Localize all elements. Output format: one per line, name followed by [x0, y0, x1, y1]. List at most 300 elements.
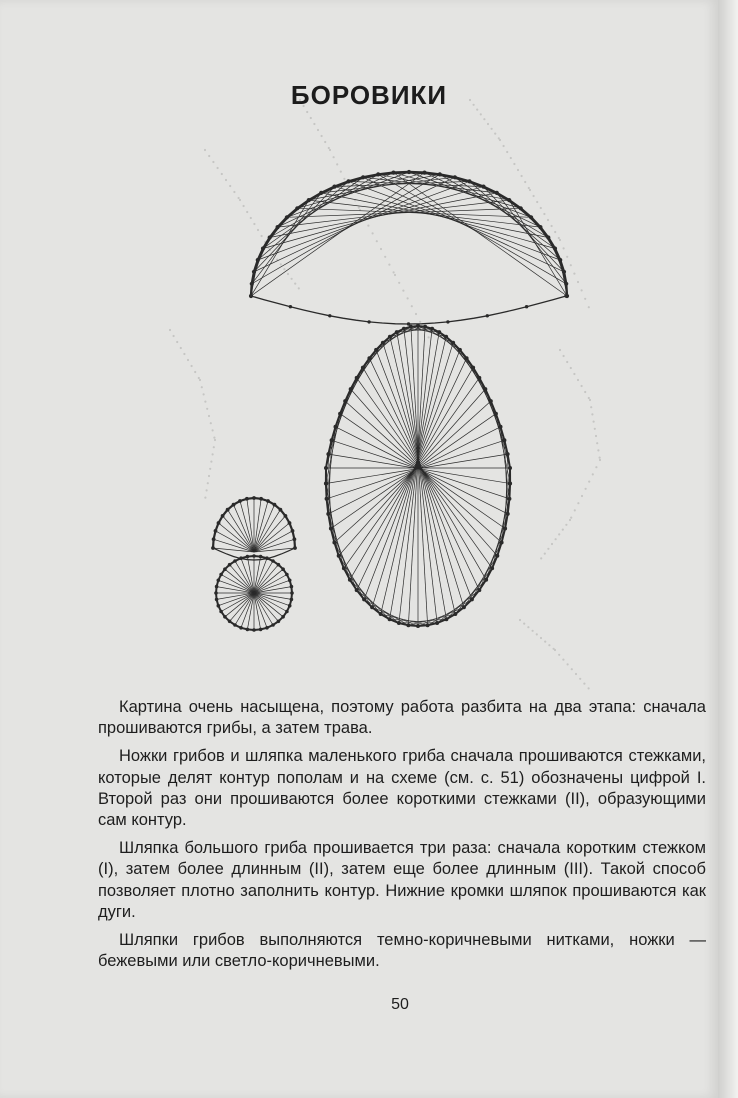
small-cap-stitch [219, 523, 255, 552]
small-cap-needle-hole [291, 529, 295, 533]
cap-needle-hole [558, 258, 562, 262]
faint-pattern-dot [212, 453, 214, 455]
stem-needle-hole [342, 566, 346, 570]
stem-needle-hole [395, 330, 399, 334]
stem-contour-stitch [497, 484, 510, 556]
page-title: БОРОВИКИ [290, 80, 448, 110]
faint-pattern-dot [372, 232, 374, 234]
faint-pattern-dot [291, 278, 293, 280]
cap-needle-hole [391, 171, 395, 175]
faint-pattern-dot [574, 509, 576, 511]
faint-pattern-dot [313, 123, 315, 125]
faint-pattern-dot [559, 239, 561, 241]
faint-pattern-dot [517, 169, 519, 171]
small-stem-needle-hole [214, 591, 218, 595]
faint-pattern-dot [419, 321, 421, 323]
stem-needle-hole [324, 466, 328, 470]
small-stem-needle-hole [239, 556, 243, 560]
small-cap-needle-hole [217, 521, 221, 525]
cap-needle-hole [467, 179, 471, 183]
faint-pattern-dot [510, 157, 512, 159]
rim-needle-hole [446, 320, 449, 323]
stem-needle-hole [477, 588, 481, 592]
small-cap-needle-hole [252, 496, 256, 500]
rim-needle-hole [367, 320, 370, 323]
faint-pattern-dot [570, 517, 572, 519]
small-stem-needle-hole [223, 615, 227, 619]
faint-pattern-dot [595, 435, 597, 437]
stem-needle-hole [477, 376, 481, 380]
small-stem-needle-hole [290, 598, 294, 602]
small-stem-needle-hole [259, 555, 263, 559]
stem-contour-stitch [418, 326, 453, 343]
stem-needle-hole [338, 412, 342, 416]
stem-needle-hole [499, 425, 503, 429]
stem-needle-hole [334, 425, 338, 429]
faint-pattern-dot [415, 313, 417, 315]
cap-needle-hole [507, 198, 511, 202]
paragraph-1: Картина очень насыщена, поэтому работа разбита на два этапа: сначала прошиваются грибы, а затем трава. [98, 698, 706, 738]
small-cap-needle-hole [279, 508, 283, 512]
cap-needle-hole [481, 185, 485, 189]
faint-pattern-dot [306, 111, 308, 113]
faint-pattern-dot [599, 457, 601, 459]
faint-pattern-dot [584, 391, 586, 393]
small-stem-needle-hole [288, 604, 292, 608]
faint-pattern-dot [487, 123, 489, 125]
stem-needle-hole [506, 452, 510, 456]
stem-contour-stitch [331, 529, 357, 591]
faint-pattern-dot [523, 623, 525, 625]
faint-pattern-dot [207, 482, 209, 484]
faint-pattern-dot [551, 543, 553, 545]
stem-needle-hole [502, 438, 506, 442]
faint-pattern-dot [588, 687, 590, 689]
cap-needle-hole [295, 206, 299, 210]
faint-pattern-dot [594, 428, 596, 430]
small-stem-needle-hole [281, 567, 285, 571]
small-cap-needle-hole [284, 514, 288, 518]
faint-pattern-dot [585, 488, 587, 490]
stem-contour-stitch [327, 499, 344, 568]
stem-needle-hole [367, 356, 371, 360]
cap-stitch [455, 177, 555, 248]
faint-pattern-dot [209, 468, 211, 470]
stem-needle-hole [397, 621, 401, 625]
faint-pattern-dot [206, 489, 208, 491]
faint-pattern-dot [558, 237, 560, 239]
stem-contour-stitch [326, 401, 345, 468]
faint-pattern-dot [384, 256, 386, 258]
faint-pattern-dot [212, 429, 214, 431]
cap-stitch [251, 200, 309, 296]
stem-contour-stitch [472, 543, 502, 600]
faint-pattern-dot [577, 379, 579, 381]
faint-pattern-dot [590, 406, 592, 408]
stem-needle-hole [388, 617, 392, 621]
small-cap-needle-hole [212, 537, 216, 541]
stem-contour-stitch [383, 326, 418, 343]
cap-stitch [335, 187, 556, 249]
small-cap-needle-hole [226, 508, 230, 512]
cap-needle-hole [276, 225, 280, 229]
faint-pattern-dot [519, 619, 521, 621]
faint-pattern-dot [176, 341, 178, 343]
paragraph-2: Ножки грибов и шляпка маленького гриба сначала прошиваются стежками, которые делят контур пополам и на схеме (см. с. 51) обозначены цифрой I. Второй раз они прошиваются более короткими стежками (II), образующими сам контур. [98, 747, 706, 830]
cap-lower-rim [251, 296, 566, 324]
faint-pattern-dot [239, 199, 241, 201]
faint-pattern-dot [544, 553, 546, 555]
stem-needle-hole [348, 578, 352, 582]
faint-pattern-dot [589, 399, 591, 401]
cap-stitch [297, 208, 531, 217]
faint-pattern-dot [343, 178, 345, 180]
stem-contour-stitch [339, 556, 372, 608]
faint-pattern-dot [573, 273, 575, 275]
cap-needle-hole [252, 270, 256, 274]
stem-needle-hole [484, 578, 488, 582]
stem-needle-hole [361, 366, 365, 370]
cap-stitch [378, 174, 566, 283]
stem-needle-hole [444, 617, 448, 621]
small-mushroom-stem [214, 554, 294, 632]
faint-pattern-dot [310, 117, 312, 119]
stem-contour-stitch [455, 568, 492, 614]
cap-stitch [252, 193, 321, 284]
stem-needle-hole [435, 621, 439, 625]
stem-contour-stitch [428, 599, 472, 625]
small-cap-stitch [254, 510, 280, 552]
faint-pattern-dot [521, 175, 523, 177]
faint-pattern-dot [210, 422, 212, 424]
large-mushroom-stem [324, 324, 512, 628]
small-stem-needle-hole [215, 585, 219, 589]
faint-pattern-dot [214, 439, 216, 441]
cap-needle-hole [332, 185, 336, 189]
faint-pattern-dot [540, 637, 542, 639]
rim-needle-hole [289, 305, 292, 308]
stem-needle-hole [503, 527, 507, 531]
faint-pattern-dot [280, 263, 282, 265]
stem-contour-stitch [364, 599, 408, 625]
cap-needle-hole [361, 175, 365, 179]
stem-contour-stitch [501, 427, 510, 499]
stem-needle-hole [444, 335, 448, 339]
faint-pattern-dot [575, 673, 577, 675]
stem-needle-hole [355, 588, 359, 592]
stem-needle-hole [470, 597, 474, 601]
small-stem-needle-hole [285, 573, 289, 577]
cap-needle-hole [438, 172, 442, 176]
faint-pattern-dot [238, 197, 240, 199]
faint-pattern-dot [194, 371, 196, 373]
stem-contour-stitch [372, 607, 418, 626]
small-cap-needle-hole [232, 503, 236, 507]
stem-needle-hole [508, 482, 512, 486]
stem-contour-stitch [345, 350, 376, 401]
small-cap-needle-hole [266, 499, 270, 503]
faint-pattern-dot [563, 247, 565, 249]
cap-stitch [258, 181, 470, 260]
faint-pattern-dot [536, 201, 538, 203]
rim-needle-hole [564, 294, 567, 297]
stem-contour-stitch [328, 389, 350, 454]
stem-stitch [357, 358, 467, 590]
rim-needle-hole [249, 294, 252, 297]
small-stem-needle-hole [281, 615, 285, 619]
faint-pattern-dot [398, 282, 400, 284]
stem-contour-stitch [446, 337, 479, 378]
rim-needle-hole [486, 314, 489, 317]
faint-pattern-dot [367, 225, 369, 227]
faint-pattern-dot [547, 548, 549, 550]
small-stem-needle-hole [271, 623, 275, 627]
stem-stitch [383, 343, 464, 608]
stem-needle-hole [490, 566, 494, 570]
cap-stitch [252, 174, 440, 283]
faint-pattern-dot [204, 401, 206, 403]
faint-pattern-dot [503, 145, 505, 147]
cap-stitch [263, 187, 484, 249]
small-cap-needle-hole [245, 497, 249, 501]
faint-pattern-dot [588, 306, 590, 308]
faint-pattern-dot [208, 475, 210, 477]
faint-pattern-dot [407, 297, 409, 299]
small-stem-needle-hole [259, 628, 263, 632]
faint-pattern-dot [257, 229, 259, 231]
stem-contour-stitch [334, 543, 364, 600]
stem-needle-hole [471, 366, 475, 370]
faint-pattern-dot [213, 446, 215, 448]
cap-needle-hole [529, 215, 533, 219]
faint-pattern-dot [570, 367, 572, 369]
faint-pattern-dot [210, 461, 212, 463]
faint-pattern-dot [595, 466, 597, 468]
faint-pattern-dot [527, 626, 529, 628]
stem-contour-stitch [492, 499, 509, 568]
cap-needle-hole [553, 246, 557, 250]
cap-stitch [497, 193, 566, 284]
faint-pattern-dot [547, 219, 549, 221]
cap-stitch [509, 200, 567, 296]
small-stem-needle-hole [265, 626, 269, 630]
faint-pattern-dot [394, 274, 396, 276]
faint-pattern-dot [294, 283, 296, 285]
faint-pattern-dot [324, 141, 326, 143]
faint-pattern-dot [376, 240, 378, 242]
faint-pattern-dot [494, 133, 496, 135]
small-stem-needle-hole [252, 554, 256, 558]
faint-pattern-dot [333, 156, 335, 158]
stem-contour-stitch [479, 529, 505, 591]
cap-contour [251, 172, 567, 296]
cap-stitch [287, 208, 521, 217]
faint-pattern-dot [596, 442, 598, 444]
faint-pattern-dot [233, 191, 235, 193]
stem-needle-hole [370, 605, 374, 609]
small-stem-needle-hole [233, 559, 237, 563]
stem-needle-hole [489, 399, 493, 403]
cap-needle-hole [422, 171, 426, 175]
stem-needle-hole [349, 387, 353, 391]
faint-pattern-dot [559, 349, 561, 351]
faint-pattern-dot [204, 149, 206, 151]
cap-needle-hole [519, 206, 523, 210]
faint-pattern-dot [554, 231, 556, 233]
faint-pattern-dot [204, 497, 206, 499]
faint-pattern-dot [336, 163, 338, 165]
cap-needle-hole [562, 270, 566, 274]
page-number: 50 [391, 996, 409, 1013]
stem-needle-hole [332, 541, 336, 545]
stem-needle-hole [495, 554, 499, 558]
faint-pattern-dot [393, 271, 395, 273]
faint-pattern-dot [563, 355, 565, 357]
faint-pattern-dot [173, 335, 175, 337]
stem-needle-hole [324, 482, 328, 486]
cap-needle-hole [285, 215, 289, 219]
faint-pattern-dot [411, 305, 413, 307]
stem-needle-hole [507, 497, 511, 501]
faint-pattern-dot [428, 336, 430, 338]
stem-needle-hole [326, 452, 330, 456]
faint-pattern-dot [208, 155, 210, 157]
cap-needle-hole [538, 225, 542, 229]
stem-needle-hole [388, 335, 392, 339]
faint-pattern-dot [199, 379, 201, 381]
faint-pattern-dot [499, 139, 501, 141]
small-mushroom-cap [211, 496, 297, 560]
faint-pattern-dot [298, 287, 300, 289]
faint-pattern-dot [570, 264, 572, 266]
stem-contour-stitch [464, 556, 497, 608]
faint-pattern-dot [253, 223, 255, 225]
stem-contour-stitch [357, 337, 390, 378]
stem-needle-hole [326, 512, 330, 516]
faint-pattern-dot [593, 421, 595, 423]
faint-pattern-dot [583, 683, 585, 685]
small-cap-needle-hole [238, 499, 242, 503]
cap-needle-hole [495, 191, 499, 195]
faint-pattern-dot [571, 668, 573, 670]
stem-needle-hole [458, 348, 462, 352]
stem-contour-stitch [344, 568, 381, 614]
small-cap-needle-hole [221, 514, 225, 518]
cap-needle-hole [546, 235, 550, 239]
faint-pattern-dot [321, 135, 323, 137]
small-stem-needle-hole [217, 604, 221, 608]
stem-needle-hole [465, 356, 469, 360]
faint-pattern-dot [483, 118, 485, 120]
stem-needle-hole [483, 387, 487, 391]
stem-needle-hole [343, 399, 347, 403]
cap-needle-hole [376, 172, 380, 176]
cap-needle-hole [564, 282, 568, 286]
faint-pattern-dot [169, 329, 171, 331]
faint-pattern-dot [562, 529, 564, 531]
small-stem-needle-hole [228, 620, 232, 624]
faint-pattern-dot [513, 163, 515, 165]
faint-pattern-dot [358, 207, 360, 209]
faint-pattern-dot [317, 129, 319, 131]
faint-pattern-dot [536, 633, 538, 635]
faint-pattern-dot [577, 502, 579, 504]
faint-pattern-dot [221, 173, 223, 175]
stem-contour-stitch [326, 484, 339, 556]
paragraph-3: Шляпка большого гриба прошивается три раза: сначала коротким стежком (I), затем более длинным (II), затем еще более длинным (III). Такой способ позволяет плотно заполнить контур. Нижние кромки шляпок прошиваются как дуги. [98, 839, 706, 921]
stem-needle-hole [500, 541, 504, 545]
faint-pattern-dot [548, 644, 550, 646]
faint-pattern-dot [565, 524, 567, 526]
small-cap-stitch [228, 510, 254, 552]
stem-needle-hole [406, 623, 410, 627]
stem-needle-hole [381, 341, 385, 345]
faint-pattern-dot [187, 359, 189, 361]
faint-pattern-dot [555, 538, 557, 540]
cap-needle-hole [250, 282, 254, 286]
faint-pattern-dot [579, 678, 581, 680]
cap-needle-hole [319, 191, 323, 195]
faint-pattern-dot [213, 437, 215, 439]
faint-pattern-dot [506, 151, 508, 153]
paragraph-4: Шляпки грибов выполняются темно-коричневыми нитками, ножки — бежевыми или светло-коричневыми. [98, 931, 706, 971]
stem-needle-hole [462, 605, 466, 609]
stem-needle-hole [430, 327, 434, 331]
faint-pattern-dot [287, 273, 289, 275]
faint-pattern-dot [529, 189, 531, 191]
stem-needle-hole [379, 612, 383, 616]
faint-pattern-dot [180, 347, 182, 349]
faint-pattern-dot [217, 167, 219, 169]
faint-pattern-dot [225, 179, 227, 181]
faint-pattern-dot [328, 147, 330, 149]
faint-pattern-dot [261, 235, 263, 237]
rim-needle-hole [328, 314, 331, 317]
small-stem-needle-hole [246, 555, 250, 559]
faint-pattern-dot [581, 289, 583, 291]
cap-stitch [263, 177, 363, 248]
cap-needle-hole [261, 246, 265, 250]
faint-pattern-dot [558, 533, 560, 535]
cap-needle-hole [268, 235, 272, 239]
stem-needle-hole [426, 623, 430, 627]
faint-pattern-dot [581, 495, 583, 497]
large-mushroom-cap [249, 170, 569, 326]
faint-pattern-dot [584, 298, 586, 300]
stem-needle-hole [416, 624, 420, 628]
faint-pattern-dot [532, 630, 534, 632]
faint-pattern-dot [340, 171, 342, 173]
faint-pattern-dot [599, 459, 601, 461]
small-stem-needle-hole [217, 579, 221, 583]
stem-needle-hole [402, 327, 406, 331]
small-stem-needle-hole [285, 610, 289, 614]
faint-pattern-dot [243, 205, 245, 207]
faint-pattern-dot [183, 353, 185, 355]
small-stem-needle-hole [219, 573, 223, 577]
small-stem-needle-hole [277, 620, 281, 624]
small-cap-needle-hole [288, 521, 292, 525]
faint-pattern-dot [402, 290, 404, 292]
stem-contour-stitch [357, 590, 399, 623]
cap-needle-hole [307, 198, 311, 202]
faint-pattern-dot [212, 161, 214, 163]
faint-pattern-dot [543, 213, 545, 215]
small-stem-needle-hole [239, 626, 243, 630]
faint-pattern-dot [558, 654, 560, 656]
small-stem-needle-hole [223, 567, 227, 571]
small-cap-needle-hole [293, 537, 297, 541]
